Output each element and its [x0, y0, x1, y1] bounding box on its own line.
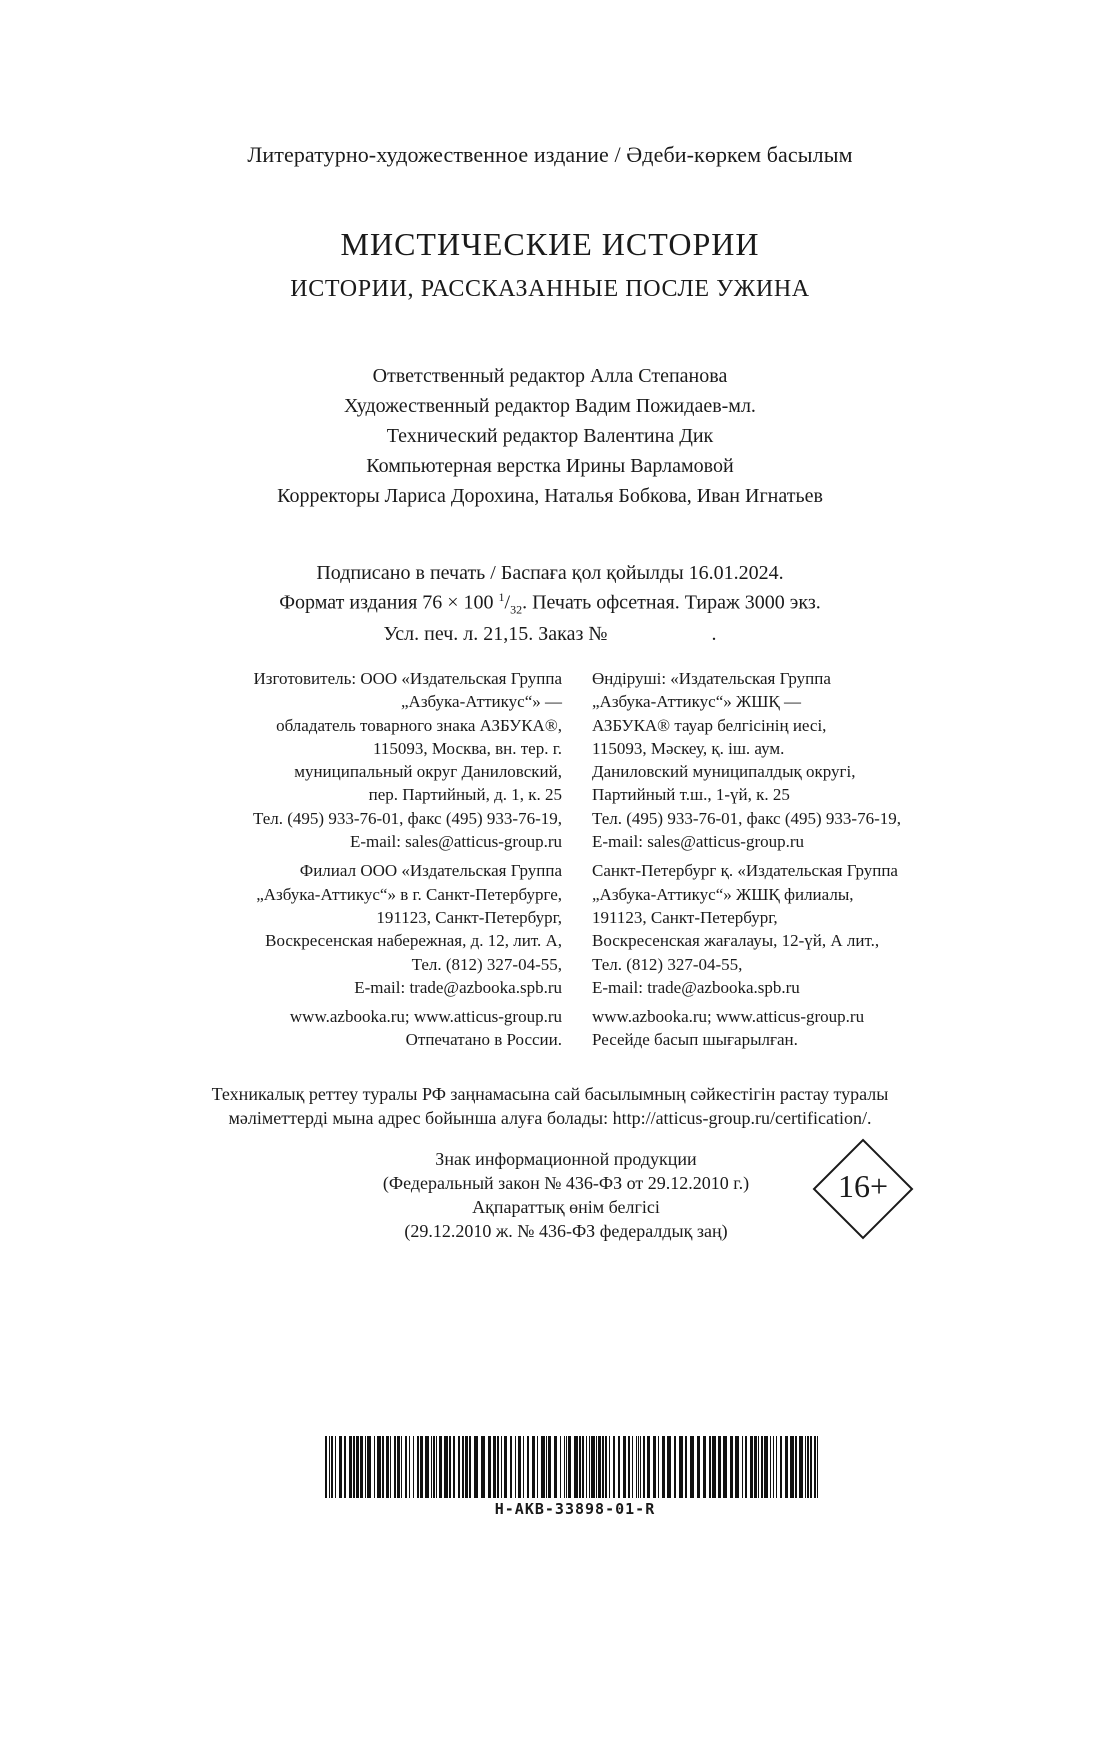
manufacturer-kz: [592, 667, 901, 853]
barcode-bar: [795, 1436, 797, 1498]
signed-date: Подписано в печать / Баспаға қол қойылды 16.01.2024.: [316, 562, 784, 584]
info-sign-line: (Федеральный закон № 436-ФЗ от 29.12.2010 г.): [382, 1173, 750, 1193]
barcode-bar: [420, 1436, 423, 1498]
barcode-bar: [605, 1436, 607, 1498]
barcode-bar: [465, 1436, 468, 1498]
barcode-bar: [658, 1436, 659, 1498]
barcode-bar: [643, 1436, 645, 1498]
barcode-bar: [810, 1436, 812, 1498]
barcode-bar: [667, 1436, 671, 1498]
address-line: Воскресенская жағалауы, 12-үй, А лит.,: [592, 931, 880, 951]
barcode-bar: [638, 1436, 639, 1498]
barcode-bar: [353, 1436, 355, 1498]
barcode-bar: [754, 1436, 757, 1498]
barcode-bar: [662, 1436, 665, 1498]
address-line: E-mail: sales@atticus-group.ru: [592, 832, 805, 852]
barcode-bar: [409, 1436, 410, 1498]
barcode-bar: [523, 1436, 524, 1498]
barcode-bar: [365, 1436, 366, 1498]
barcode-bar: [758, 1436, 759, 1498]
tech-line: мәліметтерді мына адрес бойынша алуға болады: http://atticus-group.ru/certification/.: [228, 1108, 872, 1128]
barcode-bar: [618, 1436, 620, 1498]
barcode-bar: [515, 1436, 516, 1498]
barcode-bar: [413, 1436, 414, 1498]
barcode-bar: [417, 1436, 419, 1498]
barcode-bar: [750, 1436, 753, 1498]
barcode-bar: [591, 1436, 595, 1498]
address-column-ru: [253, 667, 562, 1052]
address-line: муниципальный округ Даниловский,: [294, 762, 562, 782]
barcode-bar: [564, 1436, 565, 1498]
address-line: „Азбука-Аттикус“» в г. Санкт-Петербурге,: [256, 884, 562, 904]
barcode-bar: [636, 1436, 637, 1498]
barcode-bar: [439, 1436, 442, 1498]
barcode-bar: [773, 1436, 774, 1498]
barcode-bar: [776, 1436, 777, 1498]
barcode-bar: [628, 1436, 630, 1498]
barcode-bar: [546, 1436, 547, 1498]
address-line: E-mail: sales@atticus-group.ru: [349, 832, 562, 852]
credit-line: Художественный редактор Вадим Пожидаев-мл.: [344, 395, 756, 417]
barcode-bar: [566, 1436, 567, 1498]
barcode-bar: [596, 1436, 597, 1498]
barcode-bar: [344, 1436, 346, 1498]
address-line: E-mail: trade@azbooka.spb.ru: [592, 977, 800, 997]
branch-kz: [592, 859, 901, 999]
info-sign-line: Знак информационной продукции: [435, 1149, 697, 1169]
barcode-bar: [325, 1436, 327, 1498]
format-suffix: . Печать офсетная. Тираж 3000 экз.: [522, 591, 821, 614]
barcode-bar: [712, 1436, 716, 1498]
barcode-text: H-AKB-33898-01-R: [494, 1500, 656, 1518]
address-line: www.azbooka.ru; www.atticus-group.ru: [592, 1007, 865, 1027]
barcode-bar: [497, 1436, 499, 1498]
barcode-bar: [653, 1436, 656, 1498]
address-line: Тел. (812) 327-04-55,: [411, 954, 562, 974]
barcode-bar: [623, 1436, 626, 1498]
barcode-bar: [609, 1436, 610, 1498]
barcode-bar: [501, 1436, 502, 1498]
branch-ru: [253, 859, 562, 999]
address-line: Ресейде басып шығарылған.: [592, 1030, 798, 1050]
barcode-bar: [518, 1436, 521, 1498]
credit-line: Ответственный редактор Алла Степанова: [372, 365, 728, 387]
address-line: Тел. (495) 933-76-01, факс (495) 933-76-19,: [592, 808, 901, 828]
barcode-bar: [799, 1436, 803, 1498]
credit-line: Корректоры Лариса Дорохина, Наталья Бобкова, Иван Игнатьев: [277, 485, 823, 507]
barcode-bar: [690, 1436, 694, 1498]
barcode-bar: [390, 1436, 391, 1498]
barcode-bar: [537, 1436, 538, 1498]
barcode-bar: [582, 1436, 584, 1498]
barcode-bar: [730, 1436, 733, 1498]
address-line: Санкт-Петербург қ. «Издательская Группа: [592, 861, 898, 881]
barcode-bar: [474, 1436, 478, 1498]
address-line: Өндіруші: «Издательская Группа: [592, 669, 831, 688]
barcode-bar: [780, 1436, 782, 1498]
manufacturer-ru: [253, 667, 562, 853]
barcode-bar: [425, 1436, 429, 1498]
barcode-bar: [462, 1436, 464, 1498]
barcode-bar: [405, 1436, 407, 1498]
barcode-bar: [377, 1436, 381, 1498]
barcode-bar: [568, 1436, 571, 1498]
book-subtitle: ИСТОРИИ, РАССКАЗАННЫЕ ПОСЛЕ УЖИНА: [290, 276, 810, 302]
barcode-bar: [761, 1436, 763, 1498]
info-sign-line: Ақпараттық өнім белгісі: [472, 1197, 660, 1217]
barcode-bar: [386, 1436, 389, 1498]
format-denominator: 32: [510, 602, 523, 617]
address-line: Даниловский муниципалдық округі,: [592, 762, 856, 782]
barcode-bar: [586, 1436, 587, 1498]
age-rating: 16+: [837, 1168, 889, 1204]
barcode-bar: [401, 1436, 402, 1498]
barcode-bar: [527, 1436, 529, 1498]
barcode-bar: [493, 1436, 496, 1498]
address-line: Изготовитель: ООО «Издательская Группа: [253, 669, 562, 688]
barcode-bar: [718, 1436, 721, 1498]
address-line: Тел. (812) 327-04-55,: [592, 954, 743, 974]
tech-line: Техникалық реттеу туралы РФ заңнамасына сай басылымның сәйкестігін растау туралы: [211, 1084, 889, 1104]
barcode-bar: [444, 1436, 448, 1498]
address-line: Партийный т.ш., 1-үй, к. 25: [592, 785, 790, 805]
barcode-bar: [339, 1436, 342, 1498]
print-info-block: [0, 561, 1100, 646]
barcode-bar: [554, 1436, 557, 1498]
barcode-bar: [436, 1436, 437, 1498]
barcode: [325, 1436, 825, 1498]
barcode-bar: [640, 1436, 641, 1498]
address-line: www.azbooka.ru; www.atticus-group.ru: [289, 1007, 562, 1027]
barcode-bar: [709, 1436, 711, 1498]
barcode-bar: [613, 1436, 615, 1498]
genre-line: Литературно-художественное издание / Әдеби-көркем басылым: [247, 142, 853, 167]
address-line: Тел. (495) 933-76-01, факс (495) 933-76-19,: [253, 808, 562, 828]
address-line: АЗБУКА® тауар белгісінің иесі,: [592, 715, 827, 735]
address-line: пер. Партийный, д. 1, к. 25: [368, 785, 562, 805]
credits-block: [0, 361, 1100, 511]
barcode-bar: [560, 1436, 561, 1498]
address-line: Воскресенская набережная, д. 12, лит. А,: [265, 931, 562, 951]
barcode-bar: [510, 1436, 512, 1498]
barcode-bar: [541, 1436, 545, 1498]
barcode-bar: [488, 1436, 491, 1498]
barcode-bar: [805, 1436, 806, 1498]
barcode-bar: [504, 1436, 507, 1498]
credit-line: Технический редактор Валентина Дик: [386, 425, 714, 447]
barcode-bar: [745, 1436, 747, 1498]
barcode-bar: [449, 1436, 451, 1498]
barcode-bar: [331, 1436, 333, 1498]
address-line: 191123, Санкт-Петербург,: [592, 907, 778, 927]
barcode-bar: [735, 1436, 739, 1498]
barcode-bar: [458, 1436, 460, 1498]
order-suffix: .: [711, 622, 717, 645]
barcode-bar: [356, 1436, 359, 1498]
book-title: МИСТИЧЕСКИЕ ИСТОРИИ: [340, 226, 760, 262]
barcode-bar: [374, 1436, 375, 1498]
format-line: Формат издания 76 × 100 $^1/_{32}$. Печать офсетная. Тираж 3000 экз.: [279, 590, 821, 617]
barcode-bar: [770, 1436, 771, 1498]
barcode-bar: [647, 1436, 650, 1498]
barcode-bar: [532, 1436, 535, 1498]
barcode-bar: [469, 1436, 471, 1498]
info-sign-block: [346, 1147, 786, 1243]
barcode-bar: [397, 1436, 400, 1498]
barcode-bar: [433, 1436, 435, 1498]
address-line: 115093, Москва, вн. тер. г.: [372, 738, 562, 758]
barcode-bar: [632, 1436, 633, 1498]
address-line: „Азбука-Аттикус“» ЖШҚ —: [592, 692, 801, 712]
order-prefix: Усл. печ. л. 21,15. Заказ №: [383, 622, 608, 645]
address-column-kz: [592, 667, 901, 1052]
barcode-bar: [481, 1436, 485, 1498]
web-ru: [253, 1005, 562, 1052]
address-line: Отпечатано в России.: [405, 1030, 562, 1050]
barcode-bar: [579, 1436, 581, 1498]
barcode-bar: [548, 1436, 551, 1498]
format-prefix: Формат издания 76 × 100: [279, 591, 499, 614]
barcode-bar: [598, 1436, 601, 1498]
credit-line: Компьютерная верстка Ирины Варламовой: [366, 455, 734, 477]
barcode-bar: [329, 1436, 330, 1498]
barcode-bar: [817, 1436, 818, 1498]
barcode-bar: [697, 1436, 700, 1498]
barcode-bar: [453, 1436, 455, 1498]
barcode-bar: [785, 1436, 788, 1498]
address-line: Филиал ООО «Издательская Группа: [299, 861, 562, 881]
barcode-bar: [685, 1436, 687, 1498]
order-line: [0, 622, 1100, 646]
barcode-bar: [814, 1436, 816, 1498]
web-kz: [592, 1005, 901, 1052]
barcode-bar: [742, 1436, 743, 1498]
barcode-bar: [574, 1436, 578, 1498]
barcode-bar: [790, 1436, 794, 1498]
barcode-bar: [807, 1436, 809, 1498]
barcode-bar: [360, 1436, 363, 1498]
address-line: 191123, Санкт-Петербург,: [376, 907, 562, 927]
barcode-bar: [674, 1436, 676, 1498]
barcode-bar: [431, 1436, 432, 1498]
barcode-bar: [367, 1436, 371, 1498]
barcode-bar: [589, 1436, 590, 1498]
address-line: „Азбука-Аттикус“» ЖШҚ филиалы,: [592, 884, 854, 904]
barcode-bar: [723, 1436, 727, 1498]
address-line: обладатель товарного знака АЗБУКА®,: [276, 715, 562, 735]
tech-regulation-note: [0, 1082, 1100, 1130]
barcode-bar: [335, 1436, 336, 1498]
address-line: „Азбука-Аттикус“» —: [401, 692, 562, 712]
barcode-bar: [679, 1436, 683, 1498]
barcode-bar: [349, 1436, 352, 1498]
barcode-bar: [703, 1436, 706, 1498]
barcode-bar: [382, 1436, 384, 1498]
format-numerator: 1: [498, 590, 505, 604]
address-line: 115093, Мәскеу, қ. іш. аум.: [592, 738, 785, 758]
barcode-bar: [764, 1436, 768, 1498]
address-line: E-mail: trade@azbooka.spb.ru: [354, 977, 562, 997]
barcode-bar: [602, 1436, 604, 1498]
info-sign-line: (29.12.2010 ж. № 436-ФЗ федералдық заң): [404, 1221, 728, 1241]
barcode-bar: [394, 1436, 396, 1498]
